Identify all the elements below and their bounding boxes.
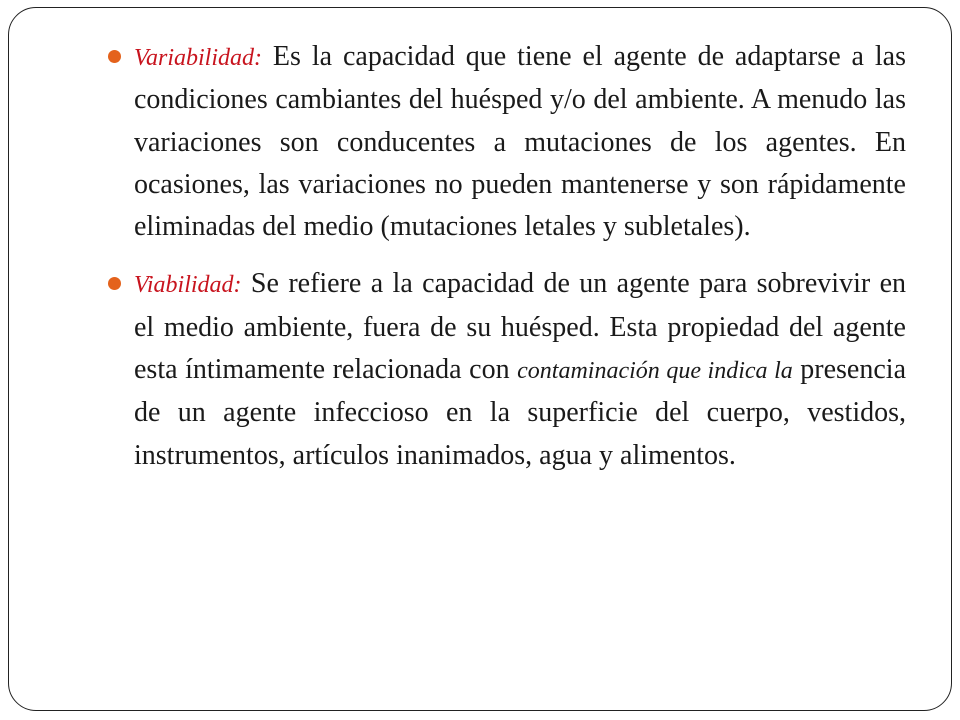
body-viabilidad-end: presencia de un agente infeccioso en la superficie del cuerpo, vestidos, instrumentos, artículos inanimados, agua y alimentos.	[134, 354, 906, 471]
body-variabilidad: Es la capacidad que tiene el agente de adaptarse a las condiciones cambiantes del huésped y/o del ambiente. A menudo las variaciones son conducentes a mutaciones de los agentes. En ocasiones, las variaciones no pueden mantenerse y son rápidamente eliminadas del medio (mutaciones letales y subletales).	[134, 41, 906, 243]
bullet-dot-icon	[108, 50, 121, 63]
bullet-viabilidad	[108, 263, 906, 476]
term-viabilidad: Viabilidad:	[134, 272, 242, 299]
bullet-list	[108, 36, 906, 492]
bullet-dot-icon	[108, 277, 121, 290]
bullet-variabilidad	[108, 36, 906, 248]
term-variabilidad: Variabilidad:	[134, 45, 263, 71]
emphasis-contaminacion: contaminación que indica la	[517, 358, 793, 385]
body-viabilidad-start: Se refiere a la capacidad de un agente para sobrevivir en el medio ambiente, fuera de su huésped. Esta propiedad del agente esta íntimamente relacionada con	[134, 268, 906, 386]
